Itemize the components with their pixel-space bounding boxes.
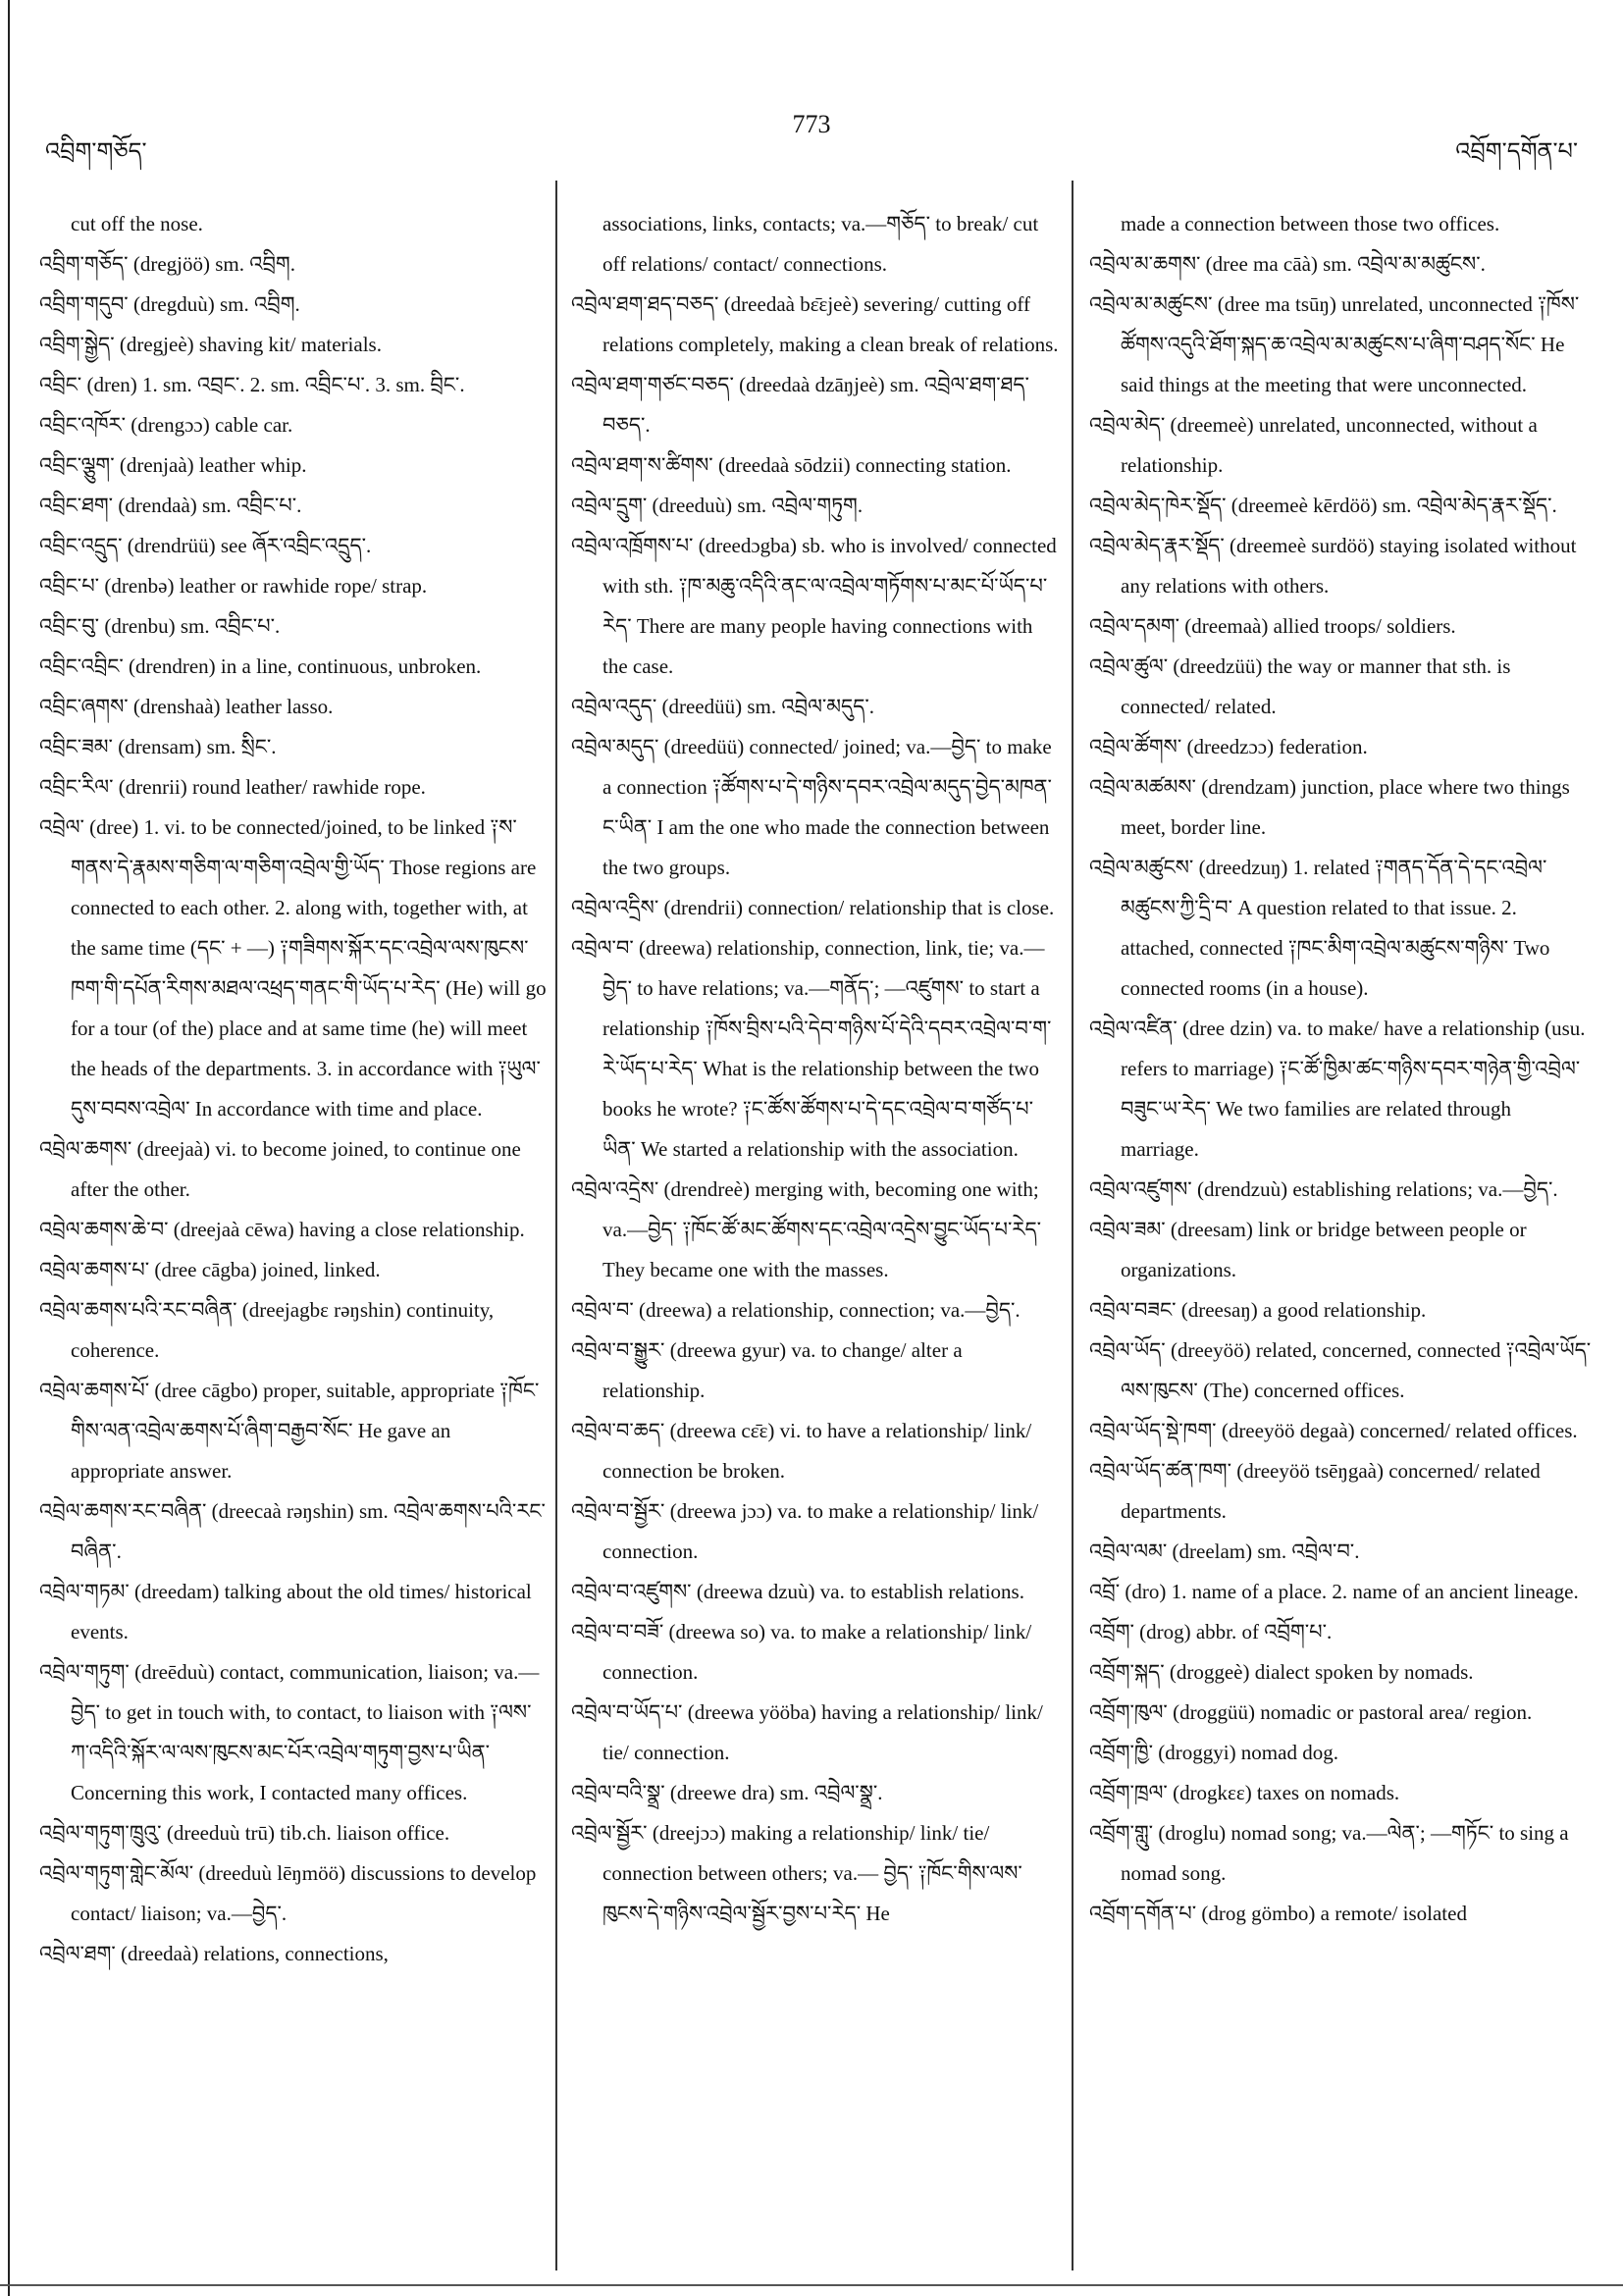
dictionary-entry: འབྲེལ་ཆགས་པ་ (dree cāgba) joined, linked. bbox=[39, 1258, 381, 1281]
dictionary-entry: འབྲེལ་སྦྱོར་ (dreejɔɔ) making a relationship/ link/ tie/ connection between others; va.— བྱེད་ ༑ཁོང་གིས་ལས་ཁུངས་དེ་གཉིས་འབྲེལ་སྦྱོར་བྱས་པ་རེད་ He bbox=[571, 1821, 1022, 1925]
dictionary-entry: འབྲེལ་འཁྲོགས་པ་ (dreedɔgba) sb. who is involved/ connected with sth. ༑ཁ་མཆུ་འདིའི་ནང་ལ་འབྲེལ་གཏོགས་པ་མང་པོ་ཡོད་པ་རེད་ There are many people having connections with the case. bbox=[571, 534, 1057, 678]
column-rule-2 bbox=[1072, 181, 1073, 2270]
column-rule-1 bbox=[555, 181, 557, 2270]
dictionary-entry: འབྲེལ་འདུད་ (dreedüü) sm. འབྲེལ་མདུད་. bbox=[571, 695, 875, 718]
dictionary-entry: འབྲེལ་གཏམ་ (dreedam) talking about the old times/ historical events. bbox=[39, 1580, 532, 1644]
dictionary-entry: associations, links, contacts; va.—གཅོད་ to break/ cut off relations/ contact/ connections. bbox=[602, 212, 1039, 276]
running-head-right: འབྲོག་དགོན་པ་ bbox=[1455, 137, 1578, 165]
dictionary-entry: འབྲེལ་ (dree) 1. vi. to be connected/joined, to be linked ༑ས་གནས་དེ་རྣམས་གཅིག་ལ་གཅིག་འབྲེལ་གྱི་ཡོད་ Those regions are connected to each other. 2. along with, together with, at the same time (དང་ + —) ༑གཟིགས་སྐོར་དང་འབྲེལ་ལས་ཁུངས་ཁག་གི་དཔོན་རིགས་མཐལ་འཕྲད་གནང་གི་ཡོད་པ་རེད་ (He) will go for a tour (of the) place and at same time (he) will meet the heads of the departments. 3. in accordance with ༑ཡུལ་དུས་བབས་འབྲེལ་ In accordance with time and place. bbox=[39, 815, 547, 1121]
dictionary-entry: འབྲེལ་འདྲེས་ (drendreè) merging with, becoming one with; va.—བྱེད་ ༑ཁོང་ཚོ་མང་ཚོགས་དང་འབྲེལ་འདྲེས་བྱུང་ཡོད་པ་རེད་ They became one with the masses. bbox=[571, 1177, 1042, 1281]
dictionary-entry: འབྲིང་བུ་ (drenbu) sm. འབྲིང་པ་. bbox=[39, 614, 281, 638]
dictionary-entry: འབྲིང་ལྕུག་ (drenjaà) leather whip. bbox=[39, 453, 307, 477]
dictionary-entry: འབྲེལ་མདུད་ (dreedüü) connected/ joined; va.—བྱེད་ to make a connection ༑ཚོགས་པ་དེ་གཉིས་དབར་འབྲེལ་མདུད་བྱེད་མཁན་ང་ཡིན་ I am the one who made the connection between the two groups. bbox=[571, 735, 1052, 879]
dictionary-entry: འབྲེལ་གཏུག་ (dreēduù) contact, communication, liaison; va.—བྱེད་ to get in touch with, to contact, to liaison with ༑ལས་ཀ་འདིའི་སྐོར་ལ་ལས་ཁུངས་མང་པོར་འབྲེལ་གཏུག་བྱས་པ་ཡིན་ Concerning this work, I contacted many offices. bbox=[39, 1660, 540, 1804]
dictionary-entry: འབྲིག་གདུབ་ (dregduù) sm. འབྲིག. bbox=[39, 292, 300, 316]
dictionary-entry: འབྲེལ་ཐག་གཙང་བཅད་ (dreedaà dzāŋjeè) sm. འབྲེལ་ཐག་ཐད་བཅད་. bbox=[571, 373, 1029, 437]
dictionary-entry: འབྲེལ་ཚོགས་ (dreedzɔɔ) federation. bbox=[1089, 735, 1368, 758]
dictionary-entry: འབྲེལ་ཡོད་ཚན་ཁག་ (dreeyöö tsēŋgaà) concerned/ related departments. bbox=[1089, 1459, 1541, 1523]
dictionary-entry: འབྲིང་འབྲིང་ (drendren) in a line, continuous, unbroken. bbox=[39, 654, 482, 678]
dictionary-entry: འབྲིང་ཞགས་ (drenshaà) leather lasso. bbox=[39, 695, 334, 718]
dictionary-entry: འབྲིག་སྒྱེད་ (dregjeè) shaving kit/ materials. bbox=[39, 333, 382, 356]
dictionary-entry: འབྲེལ་ཐག་ཐད་བཅད་ (dreedaà bɛ̄ɛjeè) severing/ cutting off relations completely, making a clean break of relations. bbox=[571, 292, 1059, 356]
dictionary-entry: འབྲེལ་ཆགས་ཆེ་བ་ (dreejaà cēwa) having a close relationship. bbox=[39, 1218, 525, 1241]
dictionary-entry: འབྲེལ་ལམ་ (dreelam) sm. འབྲེལ་བ་. bbox=[1089, 1539, 1360, 1563]
dictionary-entry: འབྲེལ་ཆགས་པའི་རང་བཞིན་ (dreejagbɛ rəŋshin) continuity, coherence. bbox=[39, 1298, 495, 1362]
dictionary-entry: འབྲིང་ཟམ་ (drensam) sm. སྲིང་. bbox=[39, 735, 277, 758]
dictionary-entry: འབྲོག་སྐད་ (droggeè) dialect spoken by nomads. bbox=[1089, 1660, 1474, 1684]
dictionary-column-3 bbox=[1089, 204, 1592, 2274]
dictionary-entry: འབྲེལ་གཏུག་གླེང་མོལ་ (dreeduù lēŋmöö) discussions to develop contact/ liaison; va.—བྱེད་. bbox=[39, 1861, 537, 1925]
dictionary-entry: འབྲེལ་བ་སྦྱོར་ (dreewa jɔɔ) va. to make a relationship/ link/ connection. bbox=[571, 1499, 1039, 1563]
dictionary-entry: འབྲེལ་གཏུག་ཁྲུའུ་ (dreeduù trū) tib.ch. liaison office. bbox=[39, 1821, 450, 1845]
dictionary-entry: འབྲིག་གཅོད་ (dregjöö) sm. འབྲིག. bbox=[39, 252, 295, 276]
dictionary-entry: འབྲེལ་དྲུག་ (dreeduù) sm. འབྲེལ་གཏུག. bbox=[571, 494, 864, 517]
page-edge-bottom bbox=[0, 2284, 1623, 2286]
dictionary-entry: འབྲེལ་ཆགས་པོ་ (dree cāgbo) proper, suitable, appropriate ༑ཁོང་གིས་ལན་འབྲེལ་ཆགས་པོ་ཞིག་བརྒྱབ་སོང་ He gave an appropriate answer. bbox=[39, 1379, 540, 1483]
dictionary-entry: འབྲེལ་བ་བཟོ་ (dreewa so) va. to make a relationship/ link/ connection. bbox=[571, 1620, 1032, 1684]
running-head-left: འབྲིག་གཅོད་ bbox=[45, 137, 147, 165]
dictionary-entry: འབྲོག་ (drog) abbr. of འབྲོག་པ་. bbox=[1089, 1620, 1333, 1644]
dictionary-entry: འབྲིང་འཁོར་ (drengɔɔ) cable car. bbox=[39, 413, 293, 437]
dictionary-entry: འབྲེལ་བ་ཡོད་པ་ (dreewa yööba) having a relationship/ link/ tie/ connection. bbox=[571, 1700, 1043, 1764]
dictionary-column-1 bbox=[39, 204, 550, 2274]
dictionary-entry: འབྲེལ་ཐག་ (dreedaà) relations, connections, bbox=[39, 1942, 389, 1965]
dictionary-entry: འབྲེལ་བ་སྒྱུར་ (dreewa gyur) va. to change/ alter a relationship. bbox=[571, 1338, 963, 1402]
page-number: 773 bbox=[792, 110, 831, 138]
page-edge-left bbox=[8, 0, 10, 2296]
dictionary-entry: འབྲེལ་ཡོད་སྡེ་ཁག་ (dreeyöö degaà) concerned/ related offices. bbox=[1089, 1419, 1578, 1442]
dictionary-entry: འབྲེལ་མཚུངས་ (dreedzuŋ) 1. related ༑གནད་དོན་དེ་དང་འབྲེལ་མཚུངས་ཀྱི་དྲི་བ་ A question related to that issue. 2. attached, connected ༑ཁང་མིག་འབྲེལ་མཚུངས་གཉིས་ Two connected rooms (in a house). bbox=[1089, 856, 1550, 1000]
dictionary-entry: འབྲོག་ཁྲལ་ (drogkɛɛ) taxes on nomads. bbox=[1089, 1781, 1400, 1804]
dictionary-entry: འབྲེལ་དམག་ (dreemaà) allied troops/ soldiers. bbox=[1089, 614, 1456, 638]
dictionary-entry: འབྲིང་རིལ་ (drenrii) round leather/ rawhide rope. bbox=[39, 775, 426, 799]
dictionary-entry: འབྲེལ་འཛིན་ (dree dzin) va. to make/ have a relationship (usu. refers to marriage) ༑ང་ཚོ་ཁྱིམ་ཚང་གཉིས་དབར་གཉེན་གྱི་འབྲེལ་བཟུང་ཡ་རེད་ We two families are related through marriage. bbox=[1089, 1017, 1586, 1161]
dictionary-entry: འབྲེལ་བཟང་ (dreesaŋ) a good relationship. bbox=[1089, 1298, 1427, 1322]
dictionary-entry: འབྲོག་ཁྱི་ (droggyi) nomad dog. bbox=[1089, 1741, 1338, 1764]
dictionary-entry: འབྲེལ་ཡོད་ (dreeyöö) related, concerned, connected ༑འབྲེལ་ཡོད་ལས་ཁུངས་ (The) concerned offices. bbox=[1089, 1338, 1592, 1402]
dictionary-entry: འབྲོག་ཁུལ་ (droggüü) nomadic or pastoral area/ region. bbox=[1089, 1700, 1533, 1724]
dictionary-entry: འབྲེལ་བ་ (dreewa) a relationship, connection; va.—བྱེད་. bbox=[571, 1298, 1021, 1322]
dictionary-entry: འབྲེལ་མ་ཆགས་ (dree ma cāà) sm. འབྲེལ་མ་མཚུངས་. bbox=[1089, 252, 1486, 276]
dictionary-entry: འབྲེལ་མཚམས་ (drendzam) junction, place where two things meet, border line. bbox=[1089, 775, 1570, 839]
dictionary-entry: འབྲེལ་བ་ (dreewa) relationship, connection, link, tie; va.—བྱེད་ to have relations; va.—གནོད་; —འཛུགས་ to start a relationship ༑ཁོས་བྲིས་པའི་དེབ་གཉིས་པོ་དེའི་དབར་འབྲེལ་བ་ག་རེ་ཡོད་པ་རེད་ What is the relationship between the two books he wrote? ༑ང་ཚོས་ཚོགས་པ་དེ་དང་འབྲེལ་བ་གཙོད་པ་ཡིན་ We started a relationship with the association. bbox=[571, 936, 1052, 1161]
dictionary-entry: འབྲེལ་བའི་སྣྲ་ (dreewe dra) sm. འབྲེལ་སྣྲ་. bbox=[571, 1781, 883, 1804]
dictionary-entry: འབྲེལ་མེད་ཁེར་སྡོད་ (dreemeè kērdöö) sm. འབྲེལ་མེད་རྣར་སྡོད་. bbox=[1089, 494, 1557, 517]
dictionary-entry: འབྲིང་ཐག་ (drendaà) sm. འབྲིང་པ་. bbox=[39, 494, 302, 517]
dictionary-entry: cut off the nose. bbox=[71, 212, 203, 235]
dictionary-entry: འབྲེལ་ཚུལ་ (dreedzüü) the way or manner that sth. is connected/ related. bbox=[1089, 654, 1511, 718]
dictionary-column-2 bbox=[571, 204, 1060, 2274]
dictionary-entry: འབྲེལ་མེད་ (dreemeè) unrelated, unconnected, without a relationship. bbox=[1089, 413, 1538, 477]
dictionary-entry: འབྲིང་པ་ (drenbə) leather or rawhide rope/ strap. bbox=[39, 574, 428, 598]
dictionary-entry: འབྲིང་ (dren) 1. sm. འབྲང་. 2. sm. འབྲིང་པ་. 3. sm. བྲིང་. bbox=[39, 373, 465, 396]
dictionary-entry: འབྲེལ་མེད་རྣར་སྡོད་ (dreemeè surdöö) staying isolated without any relations with others. bbox=[1089, 534, 1577, 598]
dictionary-entry: འབྲོག་གླུ་ (droglu) nomad song; va.—ལེན་; —གཏོང་ to sing a nomad song. bbox=[1089, 1821, 1569, 1885]
dictionary-entry: འབྲེལ་འདྲིས་ (drendrii) connection/ relationship that is close. bbox=[571, 896, 1055, 919]
dictionary-entry: འབྲེལ་ཆགས་རང་བཞིན་ (dreecaà rəŋshin) sm. འབྲེལ་ཆགས་པའི་རང་བཞིན་. bbox=[39, 1499, 546, 1563]
dictionary-entry: འབྲེལ་མ་མཚུངས་ (dree ma tsūŋ) unrelated, unconnected ༑ཁོས་ཚོགས་འདུའི་ཐོག་སྐད་ཆ་འབྲེལ་མ་མཚུངས་པ་ཞིག་བཤད་སོང་ He said things at the meeting that were unconnected. bbox=[1089, 292, 1580, 396]
dictionary-entry: made a connection between those two offices. bbox=[1121, 212, 1500, 235]
dictionary-entry: འབྲེལ་བ་ཆད་ (dreewa cɛ̄ɛ) vi. to have a relationship/ link/ connection be broken. bbox=[571, 1419, 1032, 1483]
dictionary-entry: འབྲིང་འདྲུད་ (drendrüü) see ཞོར་འབྲིང་འདྲུད་. bbox=[39, 534, 372, 557]
dictionary-entry: འབྲེལ་བ་འཛུགས་ (dreewa dzuù) va. to establish relations. bbox=[571, 1580, 1024, 1603]
dictionary-entry: འབྲེལ་ཆགས་ (dreejaà) vi. to become joined, to continue one after the other. bbox=[39, 1137, 521, 1201]
dictionary-entry: འབྲོག་དགོན་པ་ (drog gömbo) a remote/ isolated bbox=[1089, 1902, 1467, 1925]
dictionary-entry: འབྲེལ་ཟམ་ (dreesam) link or bridge between people or organizations. bbox=[1089, 1218, 1527, 1281]
dictionary-entry: འབྲེལ་འཛུགས་ (drendzuù) establishing relations; va.—བྱེད་. bbox=[1089, 1177, 1558, 1201]
dictionary-entry: འབྲོ་ (dro) 1. name of a place. 2. name of an ancient lineage. bbox=[1089, 1580, 1579, 1603]
dictionary-entry: འབྲེལ་ཐག་ས་ཚིགས་ (dreedaà sōdzii) connecting station. bbox=[571, 453, 1012, 477]
